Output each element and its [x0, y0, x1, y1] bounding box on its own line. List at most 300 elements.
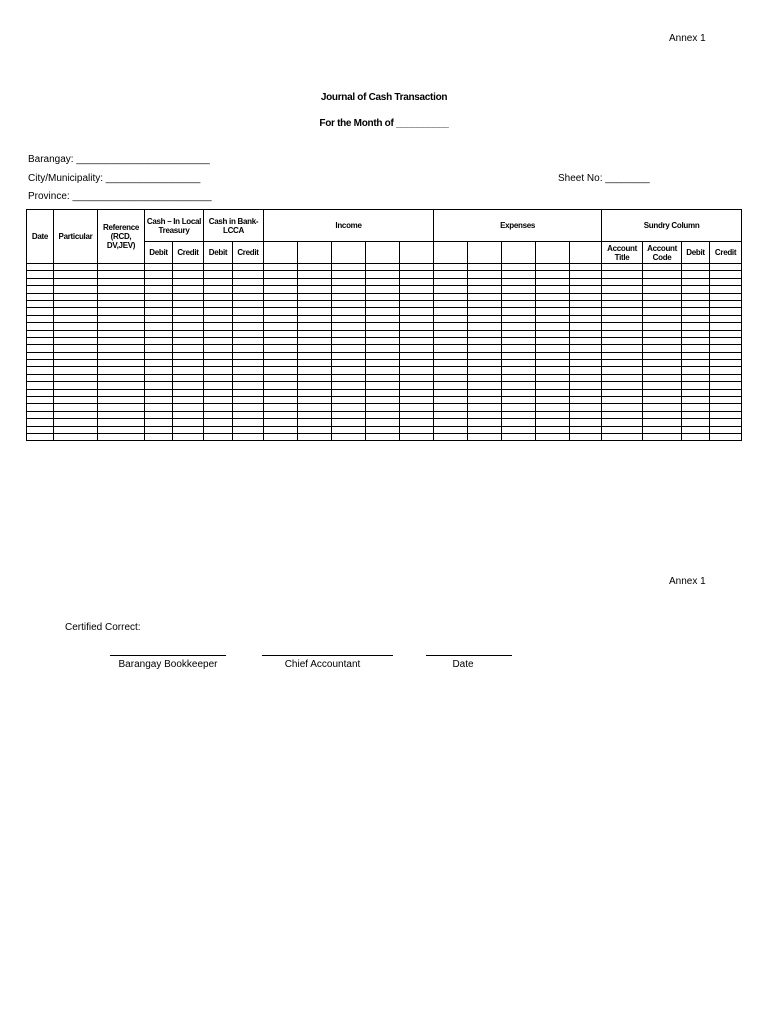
table-cell — [400, 352, 434, 359]
table-cell — [264, 411, 298, 418]
table-cell — [602, 404, 643, 411]
table-cell — [27, 264, 54, 271]
table-cell — [536, 286, 570, 293]
table-cell — [332, 330, 366, 337]
table-cell — [332, 419, 366, 426]
table-cell — [570, 286, 602, 293]
col-particular: Particular — [54, 210, 98, 264]
table-cell — [332, 345, 366, 352]
table-cell — [204, 404, 233, 411]
table-cell — [145, 293, 173, 300]
table-cell — [173, 367, 204, 374]
table-cell — [434, 404, 468, 411]
table-cell — [366, 300, 400, 307]
table-cell — [400, 278, 434, 285]
table-cell — [204, 264, 233, 271]
table-cell — [400, 323, 434, 330]
table-cell — [298, 271, 332, 278]
table-cell — [682, 374, 710, 381]
table-cell — [682, 360, 710, 367]
table-cell — [682, 397, 710, 404]
table-cell — [264, 426, 298, 433]
table-cell — [400, 367, 434, 374]
table-cell — [54, 419, 98, 426]
table-cell — [682, 300, 710, 307]
table-cell — [434, 323, 468, 330]
table-cell — [366, 411, 400, 418]
table-cell — [332, 286, 366, 293]
table-cell — [400, 360, 434, 367]
table-cell — [602, 337, 643, 344]
table-cell — [332, 374, 366, 381]
table-cell — [204, 330, 233, 337]
table-cell — [204, 293, 233, 300]
table-cell — [570, 345, 602, 352]
table-cell — [298, 315, 332, 322]
month-label: For the Month of __________ — [319, 118, 449, 129]
table-cell — [264, 419, 298, 426]
table-cell — [54, 278, 98, 285]
table-cell — [536, 389, 570, 396]
table-row — [27, 404, 742, 411]
table-cell — [233, 389, 264, 396]
table-cell — [570, 315, 602, 322]
table-cell — [27, 397, 54, 404]
table-cell — [366, 264, 400, 271]
table-cell — [98, 397, 145, 404]
table-row — [27, 352, 742, 359]
bookkeeper-signature-line — [110, 655, 226, 656]
table-cell — [434, 352, 468, 359]
table-cell — [602, 330, 643, 337]
table-cell — [643, 264, 682, 271]
table-cell — [602, 367, 643, 374]
expenses-sub — [536, 242, 570, 264]
table-cell — [682, 337, 710, 344]
table-cell — [332, 293, 366, 300]
barangay-field: Barangay: ________________________ — [28, 154, 210, 165]
table-cell — [536, 367, 570, 374]
table-cell — [570, 426, 602, 433]
table-cell — [27, 374, 54, 381]
table-cell — [298, 419, 332, 426]
table-cell — [204, 286, 233, 293]
table-cell — [434, 433, 468, 440]
table-row — [27, 264, 742, 271]
table-row — [27, 308, 742, 315]
table-cell — [27, 278, 54, 285]
table-cell — [682, 345, 710, 352]
table-cell — [332, 367, 366, 374]
table-cell — [502, 330, 536, 337]
table-cell — [173, 389, 204, 396]
table-cell — [173, 404, 204, 411]
table-cell — [27, 352, 54, 359]
table-cell — [400, 374, 434, 381]
table-cell — [643, 389, 682, 396]
table-cell — [366, 278, 400, 285]
table-cell — [682, 323, 710, 330]
table-cell — [54, 300, 98, 307]
table-cell — [204, 397, 233, 404]
col-expenses: Expenses — [434, 210, 602, 242]
table-cell — [332, 426, 366, 433]
cash-bank-debit: Debit — [204, 242, 233, 264]
table-cell — [204, 271, 233, 278]
table-cell — [400, 308, 434, 315]
table-cell — [233, 315, 264, 322]
table-row — [27, 360, 742, 367]
table-cell — [233, 426, 264, 433]
table-cell — [643, 337, 682, 344]
table-cell — [332, 382, 366, 389]
table-cell — [643, 300, 682, 307]
table-cell — [570, 278, 602, 285]
table-cell — [643, 419, 682, 426]
table-cell — [173, 337, 204, 344]
table-cell — [400, 419, 434, 426]
table-cell — [98, 315, 145, 322]
table-cell — [710, 271, 742, 278]
table-cell — [502, 404, 536, 411]
table-cell — [173, 315, 204, 322]
table-cell — [602, 264, 643, 271]
table-cell — [570, 264, 602, 271]
table-cell — [54, 382, 98, 389]
table-cell — [710, 352, 742, 359]
table-cell — [173, 286, 204, 293]
table-cell — [536, 404, 570, 411]
table-cell — [366, 404, 400, 411]
table-cell — [233, 286, 264, 293]
table-cell — [145, 315, 173, 322]
table-cell — [434, 345, 468, 352]
table-cell — [145, 374, 173, 381]
table-cell — [502, 278, 536, 285]
table-cell — [27, 360, 54, 367]
table-cell — [298, 278, 332, 285]
table-cell — [602, 315, 643, 322]
table-cell — [570, 382, 602, 389]
table-cell — [682, 264, 710, 271]
table-cell — [98, 264, 145, 271]
date-signature-line — [426, 655, 512, 656]
table-cell — [264, 293, 298, 300]
table-cell — [145, 337, 173, 344]
table-cell — [570, 389, 602, 396]
table-cell — [502, 374, 536, 381]
table-cell — [332, 397, 366, 404]
table-cell — [298, 337, 332, 344]
table-cell — [502, 360, 536, 367]
annex-label-top: Annex 1 — [669, 33, 706, 44]
table-cell — [264, 352, 298, 359]
bookkeeper-label: Barangay Bookkeeper — [118, 659, 218, 670]
table-cell — [400, 315, 434, 322]
table-cell — [536, 352, 570, 359]
table-cell — [98, 404, 145, 411]
col-cash-local: Cash – In Local Treasury — [145, 210, 204, 242]
table-cell — [602, 397, 643, 404]
table-cell — [27, 419, 54, 426]
table-cell — [233, 411, 264, 418]
table-cell — [710, 345, 742, 352]
table-cell — [710, 337, 742, 344]
table-cell — [400, 397, 434, 404]
province-field: Province: _________________________ — [28, 191, 212, 202]
table-cell — [710, 278, 742, 285]
table-cell — [264, 337, 298, 344]
table-cell — [173, 382, 204, 389]
table-cell — [570, 330, 602, 337]
table-cell — [145, 278, 173, 285]
table-cell — [710, 397, 742, 404]
table-cell — [54, 411, 98, 418]
table-cell — [400, 330, 434, 337]
table-cell — [570, 352, 602, 359]
table-cell — [54, 397, 98, 404]
table-cell — [643, 404, 682, 411]
table-cell — [145, 382, 173, 389]
table-cell — [536, 337, 570, 344]
table-cell — [536, 345, 570, 352]
table-cell — [173, 323, 204, 330]
table-cell — [366, 315, 400, 322]
table-cell — [468, 345, 502, 352]
col-date: Date — [27, 210, 54, 264]
table-cell — [332, 264, 366, 271]
table-cell — [602, 382, 643, 389]
table-cell — [173, 360, 204, 367]
table-cell — [98, 271, 145, 278]
table-cell — [468, 419, 502, 426]
table-row — [27, 286, 742, 293]
sheet-field: Sheet No: ________ — [558, 173, 650, 184]
table-row — [27, 389, 742, 396]
table-cell — [264, 315, 298, 322]
table-cell — [502, 419, 536, 426]
table-cell — [332, 323, 366, 330]
table-cell — [434, 374, 468, 381]
table-cell — [204, 308, 233, 315]
table-cell — [298, 411, 332, 418]
table-cell — [233, 374, 264, 381]
table-cell — [332, 278, 366, 285]
table-cell — [468, 264, 502, 271]
table-row — [27, 330, 742, 337]
table-cell — [468, 278, 502, 285]
table-cell — [682, 382, 710, 389]
table-cell — [468, 271, 502, 278]
table-cell — [536, 271, 570, 278]
table-cell — [434, 419, 468, 426]
table-cell — [145, 264, 173, 271]
table-cell — [366, 397, 400, 404]
table-cell — [434, 308, 468, 315]
table-cell — [468, 367, 502, 374]
table-cell — [27, 323, 54, 330]
table-cell — [682, 389, 710, 396]
table-cell — [366, 426, 400, 433]
table-cell — [233, 308, 264, 315]
certified-label: Certified Correct: — [65, 622, 141, 633]
table-cell — [27, 426, 54, 433]
table-cell — [570, 397, 602, 404]
table-cell — [602, 300, 643, 307]
table-cell — [536, 374, 570, 381]
table-cell — [468, 293, 502, 300]
table-cell — [233, 360, 264, 367]
table-row — [27, 433, 742, 440]
table-cell — [98, 382, 145, 389]
table-cell — [682, 315, 710, 322]
table-cell — [602, 323, 643, 330]
table-cell — [682, 404, 710, 411]
table-cell — [643, 308, 682, 315]
table-cell — [145, 323, 173, 330]
table-cell — [27, 411, 54, 418]
table-cell — [643, 426, 682, 433]
table-cell — [468, 389, 502, 396]
table-cell — [145, 426, 173, 433]
table-cell — [233, 345, 264, 352]
table-cell — [332, 360, 366, 367]
table-cell — [98, 330, 145, 337]
table-cell — [332, 389, 366, 396]
table-cell — [468, 404, 502, 411]
table-cell — [332, 352, 366, 359]
table-cell — [173, 330, 204, 337]
table-cell — [233, 367, 264, 374]
table-cell — [400, 382, 434, 389]
table-cell — [643, 374, 682, 381]
table-cell — [54, 315, 98, 322]
table-cell — [434, 315, 468, 322]
table-cell — [27, 286, 54, 293]
table-cell — [468, 323, 502, 330]
table-cell — [54, 323, 98, 330]
table-cell — [298, 293, 332, 300]
table-cell — [366, 308, 400, 315]
table-cell — [434, 300, 468, 307]
table-cell — [204, 374, 233, 381]
table-cell — [536, 300, 570, 307]
table-cell — [298, 345, 332, 352]
table-cell — [400, 404, 434, 411]
table-cell — [710, 308, 742, 315]
table-row — [27, 382, 742, 389]
table-cell — [502, 300, 536, 307]
table-cell — [570, 419, 602, 426]
table-cell — [570, 411, 602, 418]
table-cell — [682, 271, 710, 278]
table-cell — [332, 433, 366, 440]
table-row — [27, 293, 742, 300]
table-cell — [332, 300, 366, 307]
table-cell — [468, 330, 502, 337]
table-cell — [27, 433, 54, 440]
table-cell — [536, 264, 570, 271]
table-cell — [502, 264, 536, 271]
table-cell — [173, 352, 204, 359]
table-cell — [400, 300, 434, 307]
table-cell — [643, 330, 682, 337]
table-cell — [570, 323, 602, 330]
table-cell — [502, 315, 536, 322]
table-cell — [145, 404, 173, 411]
table-cell — [264, 374, 298, 381]
table-cell — [643, 367, 682, 374]
table-cell — [536, 426, 570, 433]
table-cell — [298, 330, 332, 337]
table-cell — [204, 367, 233, 374]
col-income: Income — [264, 210, 434, 242]
table-cell — [468, 286, 502, 293]
table-cell — [434, 389, 468, 396]
table-cell — [682, 278, 710, 285]
table-cell — [643, 352, 682, 359]
table-cell — [602, 293, 643, 300]
table-cell — [536, 330, 570, 337]
table-cell — [602, 389, 643, 396]
table-cell — [264, 330, 298, 337]
table-row — [27, 411, 742, 418]
table-cell — [298, 352, 332, 359]
table-cell — [98, 433, 145, 440]
table-cell — [502, 271, 536, 278]
table-cell — [502, 426, 536, 433]
table-cell — [434, 360, 468, 367]
table-cell — [54, 426, 98, 433]
table-cell — [298, 367, 332, 374]
table-cell — [204, 426, 233, 433]
table-cell — [710, 293, 742, 300]
table-cell — [204, 411, 233, 418]
table-cell — [54, 330, 98, 337]
table-cell — [434, 330, 468, 337]
table-cell — [204, 337, 233, 344]
table-cell — [468, 315, 502, 322]
table-cell — [233, 404, 264, 411]
accountant-label: Chief Accountant — [284, 659, 361, 670]
table-cell — [54, 271, 98, 278]
table-cell — [570, 433, 602, 440]
table-cell — [602, 411, 643, 418]
table-cell — [173, 426, 204, 433]
table-row — [27, 426, 742, 433]
table-cell — [298, 286, 332, 293]
table-cell — [233, 300, 264, 307]
cash-bank-credit: Credit — [233, 242, 264, 264]
table-cell — [204, 382, 233, 389]
table-cell — [145, 300, 173, 307]
table-cell — [536, 278, 570, 285]
table-cell — [536, 411, 570, 418]
table-cell — [710, 300, 742, 307]
table-cell — [332, 337, 366, 344]
table-cell — [502, 293, 536, 300]
table-cell — [400, 426, 434, 433]
table-cell — [173, 308, 204, 315]
table-cell — [54, 404, 98, 411]
table-cell — [173, 411, 204, 418]
table-cell — [173, 345, 204, 352]
table-cell — [233, 323, 264, 330]
table-cell — [502, 337, 536, 344]
table-cell — [570, 293, 602, 300]
table-cell — [298, 264, 332, 271]
table-cell — [298, 323, 332, 330]
